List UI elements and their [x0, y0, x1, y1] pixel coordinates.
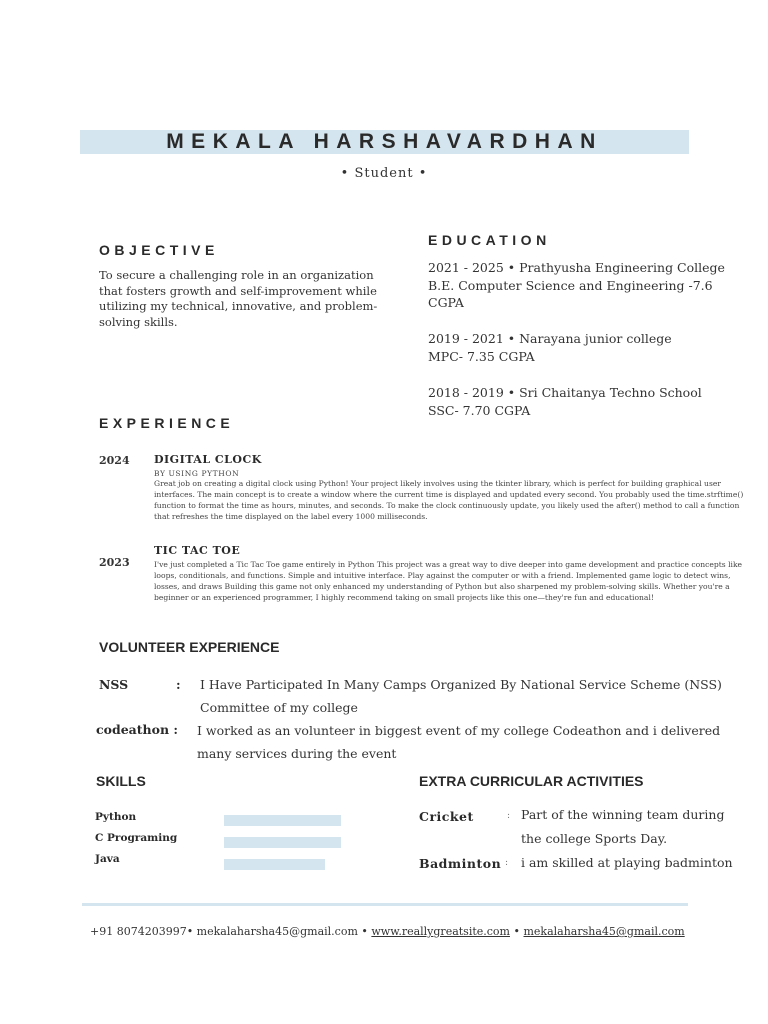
skill-name: Java: [95, 853, 120, 865]
skills-heading: SKILLS: [96, 773, 146, 789]
experience-heading: EXPERIENCE: [99, 415, 235, 431]
education-heading: EDUCATION: [428, 232, 551, 248]
objective-text: To secure a challenging role in an organization that fosters growth and self-improvement while utilizing my technical, innovative, and problem-solving skills.: [99, 268, 378, 329]
activity-label: Badminton: [419, 856, 502, 871]
experience-item: [154, 453, 756, 522]
education-entry-line1: 2019 - 2021 • Narayana junior college: [428, 331, 672, 346]
activity-colon: :: [507, 811, 511, 821]
skill-name: Python: [95, 811, 137, 823]
education-entry: [428, 384, 738, 419]
website-link[interactable]: www.reallygreatsite.com: [371, 925, 510, 938]
volunteer-text: I Have Participated In Many Camps Organized By National Service Scheme (NSS) Committee of my college: [200, 677, 722, 715]
volunteer-label: NSS: [99, 677, 129, 692]
activities-heading: EXTRA CURRICULAR ACTIVITIES: [419, 773, 644, 789]
candidate-name: MEKALA HARSHAVARDHAN: [166, 130, 603, 153]
education-entry: [428, 330, 738, 365]
volunteer-colon: :: [176, 677, 181, 692]
skill-bar-track: [224, 815, 341, 826]
objective-heading: OBJECTIVE: [99, 242, 219, 258]
volunteer-text: I worked as an volunteer in biggest event of my college Codeathon and i delivered many services during the event: [197, 723, 721, 761]
education-entry-line1: 2021 - 2025 • Prathyusha Engineering College: [428, 260, 725, 275]
education-entry-line2: SSC- 7.70 CGPA: [428, 402, 531, 418]
activity-text: Part of the winning team during the college Sports Day.: [521, 807, 725, 846]
activity-text: i am skilled at playing badminton: [521, 855, 733, 870]
footer-divider: [82, 903, 688, 906]
experience-description: Great job on creating a digital clock using Python! Your project likely involves using the tkinter library, which is perfect for building graphical user interfaces. The main concept is to create a window where the current time is displayed and updated every second. You probably used the time.strftime() function to format the time as hours, minutes, and seconds. To make the clock continuously update, you likely used the after() method to call a function that refreshes the time displayed on the label every 1000 milliseconds.: [154, 479, 744, 521]
candidate-role: • Student •: [340, 166, 428, 181]
education-entry-line2: B.E. Computer Science and Engineering -7.6 CGPA: [428, 277, 713, 310]
experience-description: I've just completed a Tic Tac Toe game entirely in Python This project was a great way to dive deeper into game development and practice concepts like loops, conditionals, and functions. Simple and intuitive interface. Play against the computer or with a friend. Implemented game logic to detect wins, losses, and draws Building this game not only enhanced my understanding of Python but also sharpened my problem-solving skills. Whether you're a beginner or an experienced programmer, I highly recommend taking on small projects like this one—they're fun and educational!: [154, 560, 743, 602]
footer-contact: [90, 925, 730, 938]
footer-phone-email: +91 8074203997• mekalaharsha45@gmail.com •: [90, 925, 368, 938]
skill-bar-track: [224, 837, 341, 848]
experience-title: DIGITAL CLOCK: [154, 453, 262, 466]
email-link[interactable]: mekalaharsha45@gmail.com: [523, 925, 685, 938]
skill-bar-track: [224, 859, 341, 870]
volunteer-heading: VOLUNTEER EXPERIENCE: [99, 639, 280, 655]
footer-separator: •: [513, 925, 520, 938]
skill-name: C Programing: [95, 832, 178, 844]
skill-bar: [224, 859, 325, 870]
experience-year: 2023: [99, 556, 130, 569]
education-entry-line2: MPC- 7.35 CGPA: [428, 348, 535, 364]
education-entry: [428, 259, 738, 312]
experience-title: TIC TAC TOE: [154, 544, 241, 557]
skill-bar: [224, 815, 341, 826]
skill-bar: [224, 837, 341, 848]
experience-subtitle: BY USING PYTHON: [154, 469, 240, 478]
experience-year: 2024: [99, 454, 130, 467]
activity-colon: :: [505, 858, 509, 868]
experience-item: [154, 544, 756, 603]
volunteer-label: codeathon :: [96, 722, 178, 737]
activity-label: Cricket: [419, 809, 474, 824]
education-entry-line1: 2018 - 2019 • Sri Chaitanya Techno School: [428, 385, 702, 400]
